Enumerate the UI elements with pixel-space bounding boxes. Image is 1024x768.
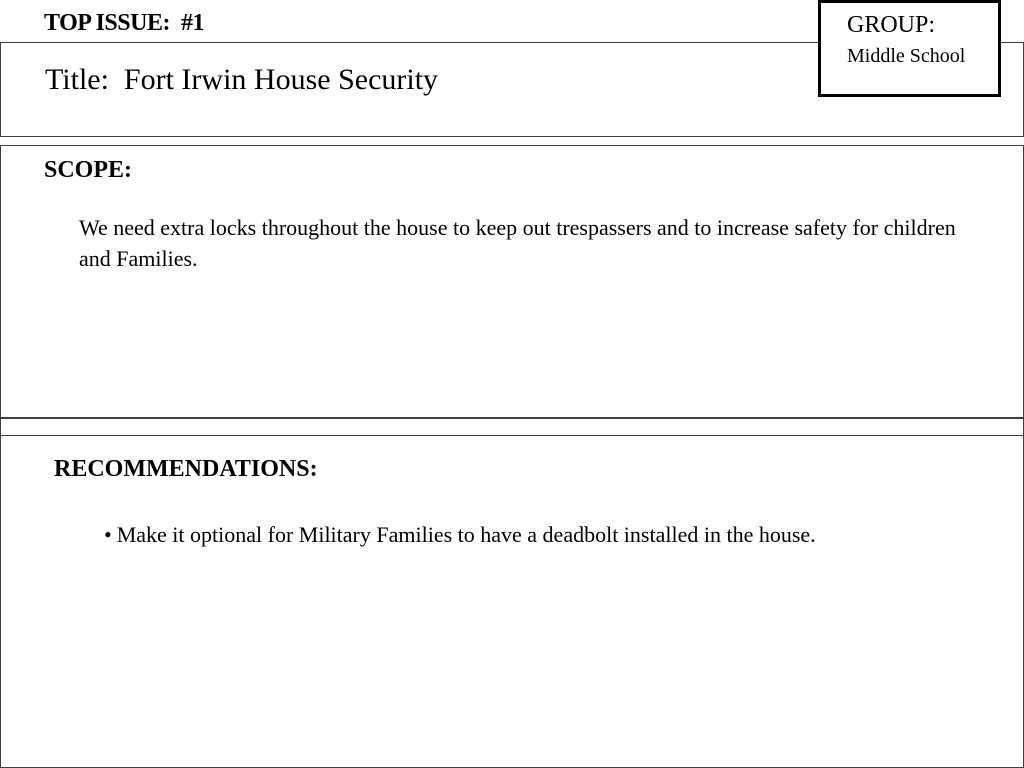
scope-text: We need extra locks throughout the house to keep out trespassers and to increase safety for children and Families. — [79, 215, 956, 271]
page-title: Title: Fort Irwin House Security — [45, 63, 439, 96]
recommendations-heading: RECOMMENDATIONS: — [54, 456, 318, 482]
group-label: GROUP: — [847, 12, 936, 38]
list-item — [104, 520, 816, 550]
section-divider — [1, 435, 1023, 436]
recommendations-list — [104, 520, 816, 550]
group-value: Middle School — [847, 45, 966, 67]
bullet-icon: • — [104, 522, 112, 547]
recommendations-section — [0, 417, 1024, 768]
top-issue-label: TOP ISSUE: #1 — [44, 10, 204, 36]
scope-section — [0, 145, 1024, 419]
scope-heading: SCOPE: — [44, 157, 133, 183]
group-box — [818, 0, 1001, 97]
recommendation-text: Make it optional for Military Families to have a deadbolt installed in the house. — [116, 522, 816, 547]
